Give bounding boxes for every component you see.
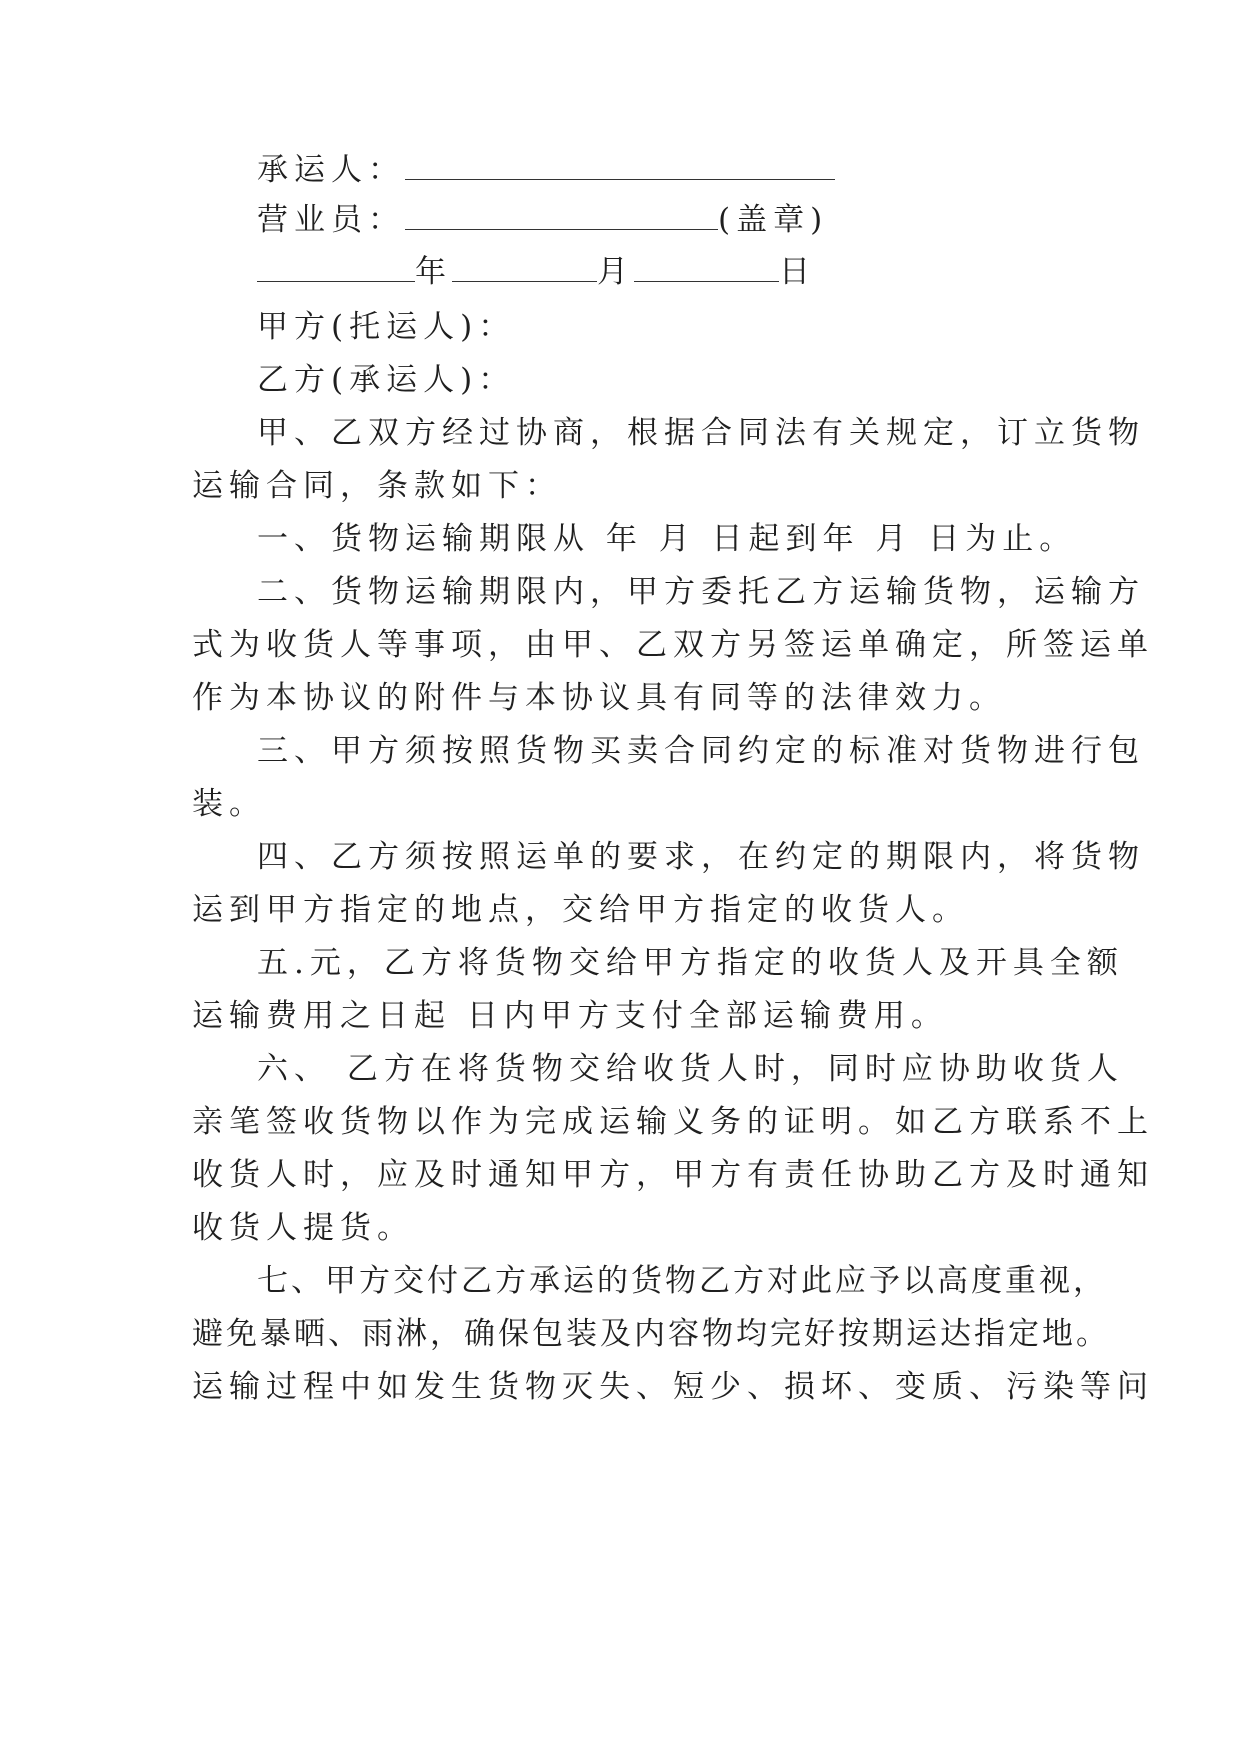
year-blank	[257, 255, 415, 282]
carrier-line	[257, 150, 835, 190]
body-line: 收货人提货。	[192, 1210, 414, 1246]
carrier-label: 承运人：	[257, 152, 405, 188]
body-line: 运输费用之日起 日内甲方支付全部运输费用。	[192, 998, 948, 1034]
carrier-blank	[405, 153, 835, 180]
month-label: 月	[597, 254, 634, 290]
party-b-line: 乙方(承运人)：	[257, 362, 516, 398]
clerk-line	[257, 200, 828, 240]
clause-3: 三、甲方须按照货物买卖合同约定的标准对货物进行包	[257, 733, 1145, 769]
clause-2: 二、货物运输期限内，甲方委托乙方运输货物，运输方	[257, 574, 1145, 610]
body-line: 亲笔签收货物以作为完成运输义务的证明。如乙方联系不上	[192, 1104, 1154, 1140]
body-line: 装。	[192, 786, 266, 822]
body-line: 运输过程中如发生货物灭失、短少、损坏、变质、污染等问	[192, 1369, 1154, 1405]
body-line: 运输合同，条款如下：	[192, 468, 562, 504]
clause-7: 七、甲方交付乙方承运的货物乙方对此应予以高度重视，	[257, 1263, 1107, 1299]
day-blank	[634, 255, 779, 282]
clause-5: 五.元，乙方将货物交给甲方指定的收货人及开具全额	[257, 945, 1124, 981]
body-line: 甲、乙双方经过协商，根据合同法有关规定，订立货物	[257, 415, 1145, 451]
body-line: 避免暴晒、雨淋，确保包装及内容物均完好按期运达指定地。	[192, 1316, 1110, 1352]
party-a-line: 甲方(托运人)：	[257, 309, 516, 345]
clerk-label: 营业员：	[257, 202, 405, 238]
body-line: 收货人时，应及时通知甲方，甲方有责任协助乙方及时通知	[192, 1157, 1154, 1193]
month-blank	[452, 255, 597, 282]
clause-1: 一、货物运输期限从 年 月 日起到年 月 日为止。	[257, 521, 1077, 557]
clause-4: 四、乙方须按照运单的要求，在约定的期限内，将货物	[257, 839, 1145, 875]
day-label: 日	[779, 254, 816, 290]
body-line: 作为本协议的附件与本协议具有同等的法律效力。	[192, 680, 1006, 716]
year-label: 年	[415, 254, 452, 290]
body-line: 式为收货人等事项，由甲、乙双方另签运单确定，所签运单	[192, 627, 1154, 663]
body-line: 运到甲方指定的地点，交给甲方指定的收货人。	[192, 892, 969, 928]
clerk-blank	[405, 203, 718, 230]
seal-note: (盖章)	[718, 202, 829, 238]
date-line	[257, 252, 816, 292]
clause-6: 六、 乙方在将货物交给收货人时，同时应协助收货人	[257, 1051, 1124, 1087]
